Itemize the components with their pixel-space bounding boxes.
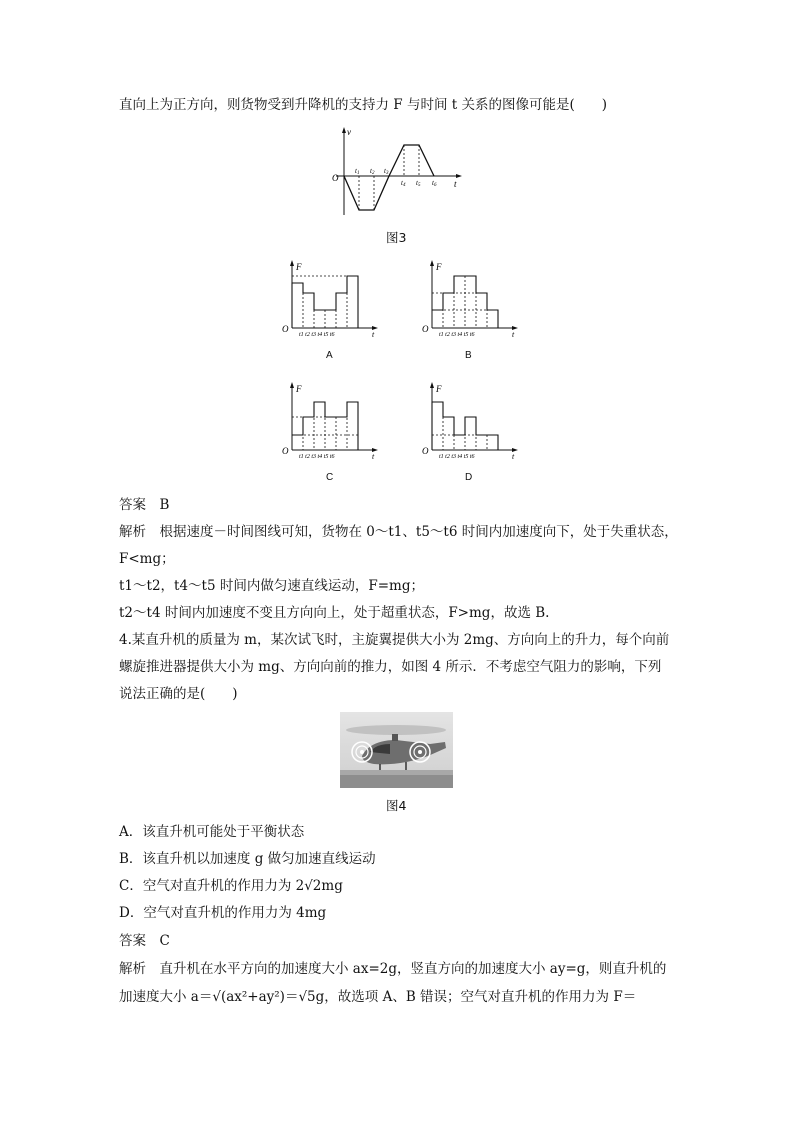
q3-analysis-3: t1～t2，t4～t5 时间内做匀速直线运动，F=mg； [119, 578, 424, 594]
svg-text:t1 t2 t3 t4 t5 t6: t1 t2 t3 t4 t5 t6 [299, 332, 335, 338]
q3-analysis-2: F<mg； [119, 551, 175, 567]
answer-label: 答案 [119, 497, 146, 513]
svg-text:t: t [512, 452, 515, 461]
fig3-t-label: t [454, 179, 457, 189]
figure-3-vt-graph [328, 125, 468, 224]
option-d-letter: D [465, 472, 473, 483]
svg-text:F: F [296, 262, 302, 272]
answer-value: B [159, 497, 170, 513]
option-c-letter: C [326, 472, 334, 483]
svg-text:t1 t2 t3 t4 t5 t6: t1 t2 t3 t4 t5 t6 [439, 332, 475, 338]
option-c-graph [282, 380, 382, 466]
q3-analysis-4: t2～t4 时间内加速度不变且方向向上，处于超重状态，F>mg，故选 B. [119, 605, 550, 621]
q4-stem-1: 4.某直升机的质量为 m，某次试飞时，主旋翼提供大小为 2mg、方向向上的升力，每个向前 [119, 632, 670, 648]
svg-text:t: t [372, 452, 375, 461]
q3-stem: 直向上为正方向，则货物受到升降机的支持力 F 与时间 t 关系的图像可能是( ) [119, 97, 607, 113]
q4-analysis-1: 解析 直升机在水平方向的加速度大小 ax=2g，竖直方向的加速度大小 ay=g，则直升机的 [119, 961, 667, 977]
option-a-letter: A [326, 350, 333, 361]
fig3-tick-t6: t6 [432, 179, 437, 188]
svg-text:t: t [372, 330, 375, 339]
q3-analysis-1: 解析 根据速度－时间图线可知，货物在 0～t1、t5～t6 时间内加速度向下，处于失重状态， [119, 524, 678, 540]
q4-analysis-2: 加速度大小 a＝√(ax²+ay²)＝√5g，故选项 A、B 错误；空气对直升机的作用力为 F＝ [119, 989, 637, 1005]
svg-text:F: F [436, 262, 442, 272]
svg-text:O: O [282, 446, 289, 456]
q4-stem-3: 说法正确的是( ) [119, 686, 238, 702]
analysis-label: 解析 [119, 961, 146, 977]
fig3-caption: 图3 [386, 230, 407, 245]
svg-text:t1 t2 t3 t4 t5 t6: t1 t2 t3 t4 t5 t6 [439, 454, 475, 460]
option-d-graph [422, 380, 522, 466]
fig3-v-label: v [347, 127, 351, 137]
option-b-graph [422, 258, 522, 344]
q4-answer [119, 932, 170, 950]
svg-text:t: t [512, 330, 515, 339]
fig3-tick-t3: t3 [384, 167, 389, 176]
option-b-letter: B [465, 350, 472, 361]
option-a-graph [282, 258, 382, 344]
svg-text:F: F [436, 384, 442, 394]
svg-text:F: F [296, 384, 302, 394]
svg-text:t1 t2 t3 t4 t5 t6: t1 t2 t3 t4 t5 t6 [299, 454, 335, 460]
q4-option-d: D．空气对直升机的作用力为 4mg [119, 905, 327, 921]
fig3-tick-t5: t5 [416, 179, 421, 188]
fig3-tick-t2: t2 [370, 167, 375, 176]
svg-text:O: O [422, 446, 429, 456]
q4-stem-2: 螺旋推进器提供大小为 mg、方向向前的推力，如图 4 所示．不考虑空气阻力的影响，下列 [119, 659, 662, 675]
svg-text:O: O [422, 324, 429, 334]
figure-4-helicopter-photo [340, 712, 453, 792]
fig3-tick-t4: t4 [401, 179, 406, 188]
answer-label: 答案 [119, 933, 146, 949]
fig4-caption: 图4 [386, 798, 407, 813]
answer-value: C [159, 933, 170, 949]
q3-answer [119, 496, 169, 514]
svg-text:O: O [282, 324, 289, 334]
q4-option-b: B．该直升机以加速度 g 做匀加速直线运动 [119, 851, 376, 867]
analysis-label: 解析 [119, 524, 146, 540]
q4-option-a: A．该直升机可能处于平衡状态 [119, 824, 305, 840]
q4-option-c: C．空气对直升机的作用力为 2√2mg [119, 878, 343, 894]
fig3-tick-t1: t1 [355, 167, 360, 176]
fig3-origin: O [332, 173, 339, 183]
